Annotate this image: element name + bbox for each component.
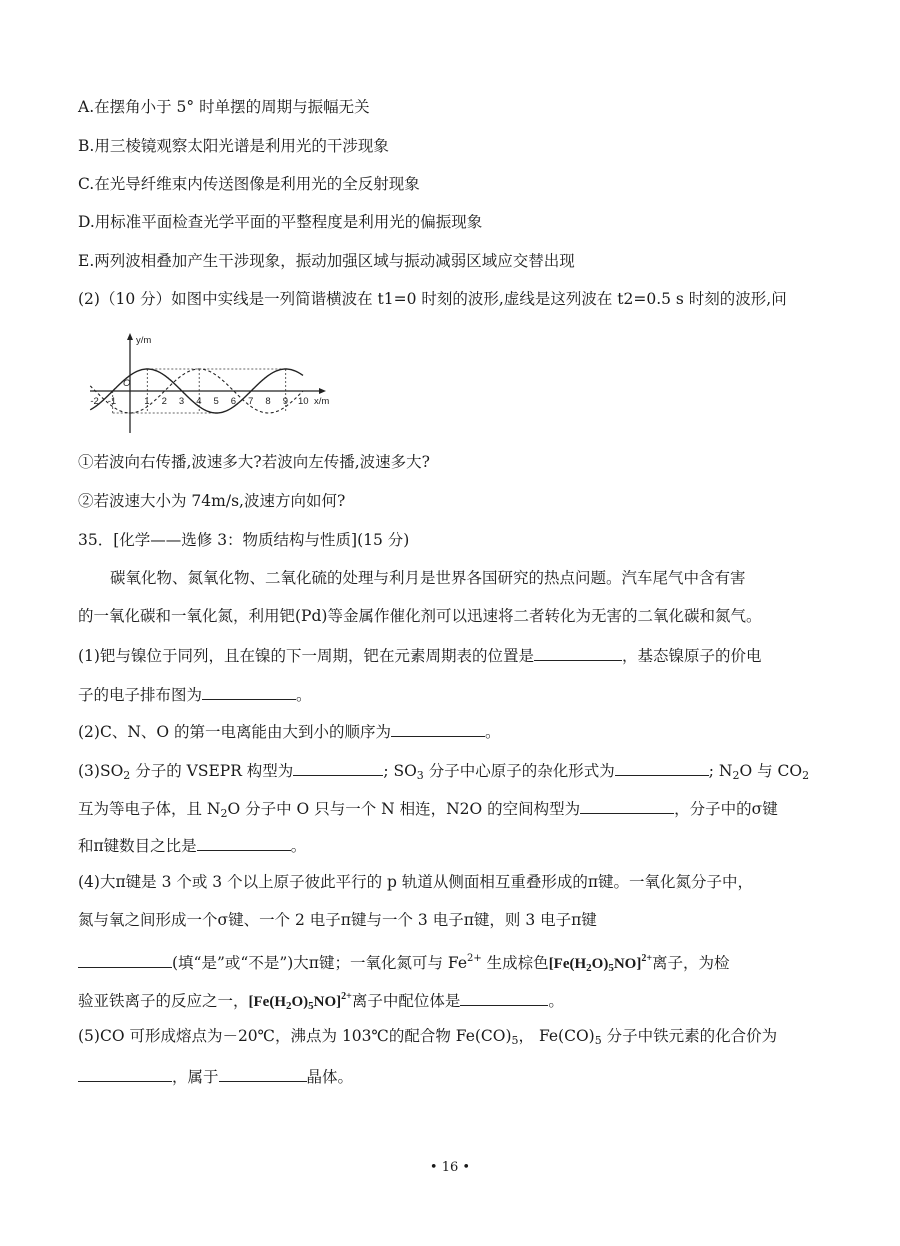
x-tick-labels <box>90 396 308 407</box>
part-4-line-1: (4)大π键是 3 个或 3 个以上原子彼此平行的 p 轨道从侧面相互重叠形成的π键。一氧化氮分子中， <box>78 873 754 891</box>
answer-blank[interactable] <box>391 719 485 737</box>
wave-graph <box>86 329 341 435</box>
wave-figure <box>86 329 341 439</box>
x-tick-label: -1 <box>107 396 117 407</box>
part-5-line-1: (5)CO 可形成熔点为－20℃，沸点为 103℃的配合物 $Fe(CO)_5$， $Fe(CO)_5$ 分子中铁元素的化合价为 <box>78 1027 778 1047</box>
option-e: E.两列波相叠加产生干涉现象，振动加强区域与振动减弱区域应交替出现 <box>78 252 575 270</box>
answer-blank[interactable] <box>78 1064 172 1082</box>
part-2-line: (2)C、N、O 的第一电离能由大到小的顺序为 。 <box>78 719 501 743</box>
x-axis-arrow <box>319 388 326 394</box>
question-2-part-2: ②若波速大小为 74m/s,波速方向如何? <box>78 492 346 510</box>
part-5-line-2: ，属于 晶体。 <box>78 1064 353 1088</box>
origin-label: O <box>123 378 131 389</box>
part-4-line-3: (填“是”或“不是”)大π键；一氧化氮可与 $Fe^{2+}$ 生成棕色$[Fe(H_2O)_5NO]^{2+}$离子，为检 <box>78 948 730 979</box>
answer-blank[interactable] <box>293 758 383 776</box>
x-tick-label: 9 <box>282 396 288 407</box>
x-tick-label: 7 <box>248 396 254 407</box>
question-35-title: 35．[化学——选修 3：物质结构与性质](15 分) <box>78 531 410 549</box>
question-2-part-1: ①若波向右传播,波速多大?若波向左传播,波速多大? <box>78 453 430 471</box>
answer-blank[interactable] <box>580 796 674 814</box>
x-tick-label: 5 <box>213 396 219 407</box>
complex-ion-formula: $[Fe(H_2O)_5NO]^{2+}$ <box>248 991 352 1012</box>
option-d: D.用标准平面检查光学平面的平整程度是利用光的偏振现象 <box>78 213 483 231</box>
part-3-line-1: $(3)SO_2$ 分子的 VSEPR 构型为 ; $SO_3$ 分子中心原子的杂化形式为 ; $N_2O$ 与 $CO_2$ <box>78 758 809 787</box>
x-tick-label: 3 <box>178 396 185 407</box>
intro-line-1: 碳氧化物、氮氧化物、二氧化硫的处理与利月是世界各国研究的热点问题。汽车尾气中含有害 <box>110 569 746 587</box>
answer-blank[interactable] <box>197 833 291 851</box>
part-4-line-2: 氮与氧之间形成一个σ键、一个 2 电子π键与一个 3 电子π键，则 3 电子π键 <box>78 911 597 929</box>
answer-blank[interactable] <box>78 950 172 968</box>
option-a: A.在摆角小于 5° 时单摆的周期与振幅无关 <box>78 98 370 116</box>
x-tick-label: 1 <box>144 396 150 407</box>
x-axis-label: x/m <box>314 396 330 407</box>
part-4-line-4: 验亚铁离子的反应之一，$[Fe(H_2O)_5NO]^{2+}$离子中配位体是 。 <box>78 986 564 1017</box>
answer-blank[interactable] <box>615 758 709 776</box>
intro-line-2: 的一氧化碳和一氧化氮，利用钯(Pd)等金属作催化剂可以迅速将二者转化为无害的二氧化碳和氮气。 <box>78 607 762 625</box>
option-b: B.用三棱镜观察太阳光谱是利用光的干涉现象 <box>78 137 389 155</box>
x-tick-label: -2 <box>90 396 99 407</box>
y-axis-arrow <box>127 333 133 340</box>
x-tick-label: 2 <box>161 396 167 407</box>
answer-blank[interactable] <box>460 988 548 1006</box>
complex-ion-formula: $[Fe(H_2O)_5NO]^{2+}$ <box>548 953 653 974</box>
answer-blank[interactable] <box>202 682 296 700</box>
y-axis-label: y/m <box>136 335 152 346</box>
part-3-line-3: 和π键数目之比是 。 <box>78 833 306 857</box>
part-1-line-1: (1)钯与镍位于同列，且在镍的下一周期，钯在元素周期表的位置是 ，基态镍原子的价电 <box>78 643 761 667</box>
x-tick-label: 10 <box>298 396 309 407</box>
x-tick-label: 8 <box>265 396 271 407</box>
part-3-line-2: 互为等电子体，且 $N_2O$ 分子中 O 只与一个 N 相连，N2O 的空间构型为 ，分子中的σ键 <box>78 796 778 825</box>
x-tick-label: 6 <box>230 396 237 407</box>
question-2-stem: (2)（10 分）如图中实线是一列简谐横波在 t1=0 时刻的波形,虚线是这列波在 t2=0.5 s 时刻的波形,问 <box>78 290 787 308</box>
answer-blank[interactable] <box>219 1064 307 1082</box>
page-number: • 16 • <box>429 1160 471 1175</box>
option-c: C.在光导纤维束内传送图像是利用光的全反射现象 <box>78 175 420 193</box>
part-1-line-2: 子的电子排布图为 。 <box>78 682 312 706</box>
answer-blank[interactable] <box>534 643 622 661</box>
x-tick-label: 4 <box>196 396 202 407</box>
